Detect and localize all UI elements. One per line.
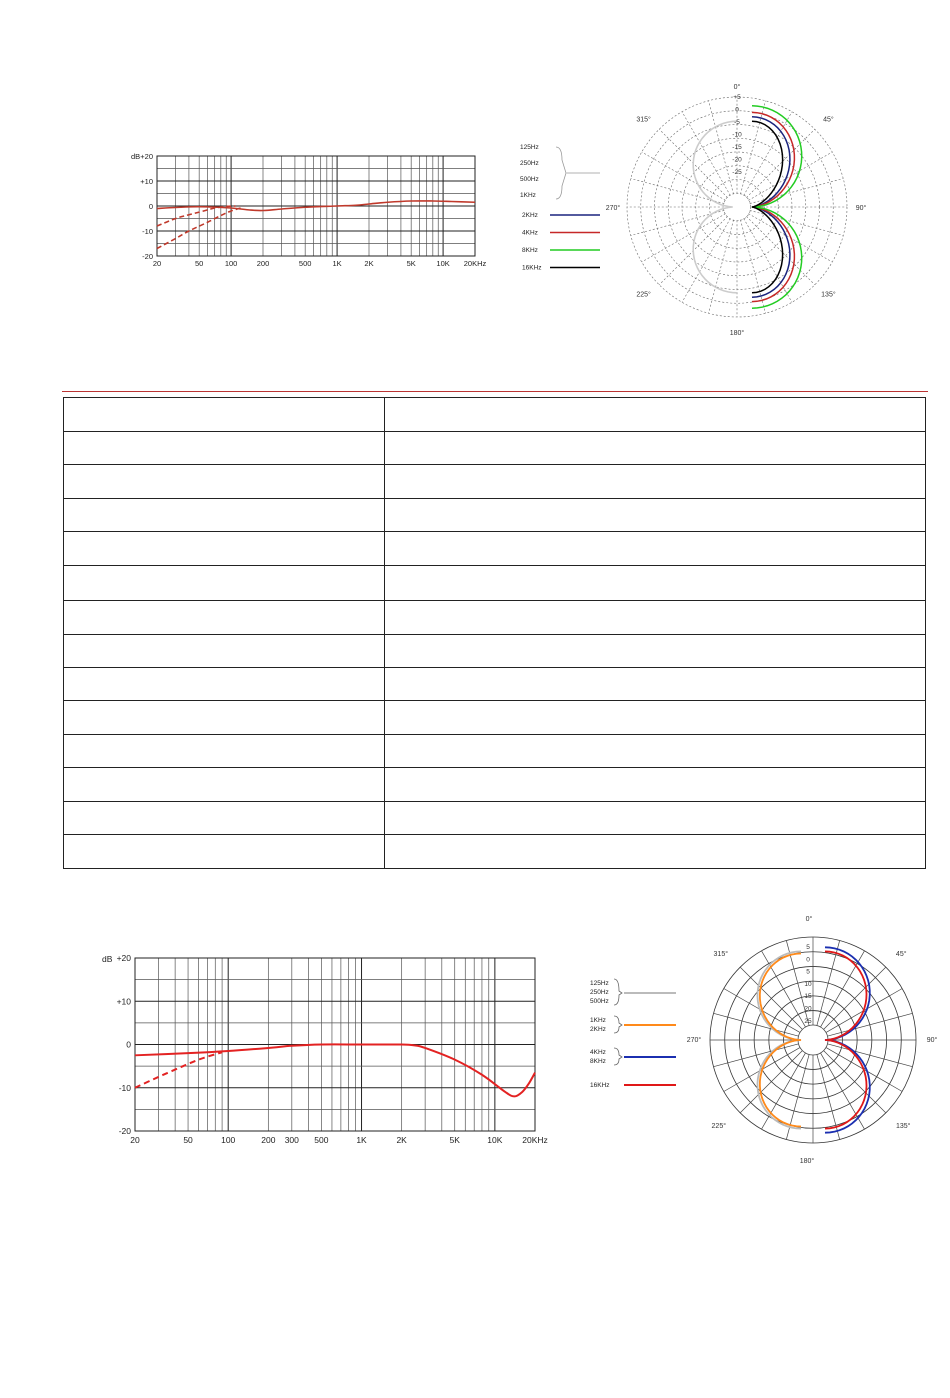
pol2-legend-label: 16KHz	[590, 1082, 610, 1089]
pol1-legend-label: 8KHz	[522, 247, 538, 254]
fr2-xtick-label: 20KHz	[522, 1135, 548, 1145]
fr2-xtick-label: 2K	[396, 1135, 407, 1145]
pol2-db-label: 25	[804, 1017, 812, 1025]
fr2-xtick-label: 300	[284, 1135, 299, 1145]
pol2-db-label: 20	[804, 1005, 812, 1013]
pol2-spoke	[740, 1049, 804, 1113]
pol2-angle-label: 90°	[926, 1037, 938, 1044]
pol1-angle-label: 45°	[823, 116, 834, 124]
fr2-xtick-label: 50	[183, 1135, 193, 1145]
fr1-xtick-label: 10K	[436, 259, 450, 268]
pol2-legend-label: 1KHz	[590, 1017, 606, 1024]
pol1-legend-group-label: 1KHz	[520, 192, 536, 199]
pol2-spoke	[822, 1049, 886, 1113]
fr2-xtick-label: 5K	[449, 1135, 460, 1145]
fr1-xtick-label: 500	[298, 259, 312, 268]
pol1-db-label: 0	[735, 106, 739, 114]
fr2-ytick-label: -20	[118, 1126, 131, 1136]
fr1-xtick-label: 5K	[406, 259, 416, 268]
pol2-legend	[590, 979, 676, 1089]
pol2-db-label: 10	[804, 980, 812, 988]
fr2-xtick-label: 20	[130, 1135, 140, 1145]
pol2-angle-label: 270°	[686, 1037, 702, 1044]
pol2-db-label: 5	[806, 968, 810, 976]
pol2-legend-label: 2KHz	[590, 1026, 606, 1033]
pol2-angle-label: 135°	[895, 1123, 911, 1131]
pol1-angle-label: 0°	[733, 84, 741, 91]
pol1-db-label: -10	[732, 131, 742, 139]
pol1-legend-group-label: 500Hz	[520, 176, 539, 183]
pol2-db-label: 5	[806, 944, 810, 951]
pol1-angle-label: 315°	[636, 116, 651, 124]
fr1-ytick-label: -10	[142, 227, 153, 236]
pol2-angle-label: 45°	[895, 950, 907, 958]
pol1-angle-label: 90°	[855, 205, 867, 212]
pol1-angle-label: 270°	[605, 205, 621, 212]
pol1-legend-group-label: 125Hz	[520, 144, 539, 151]
fr1-ytick-label: +20	[140, 152, 153, 161]
pol1-legend-label: 16KHz	[522, 264, 542, 272]
pol2-spoke	[740, 967, 804, 1031]
fr2-ytick-label: -10	[118, 1082, 131, 1093]
fr2-ytick-label: +10	[116, 996, 131, 1007]
pol2-legend-label: 125Hz	[590, 980, 609, 987]
fr1-xtick-label: 100	[224, 259, 238, 268]
pol1-db-label: -15	[732, 144, 742, 151]
fr1-ytick-label: -20	[142, 252, 153, 261]
pol2-legend-brace	[614, 1016, 622, 1033]
fr2-xtick-label: 10K	[487, 1135, 503, 1145]
pol2-db-label: 15	[804, 993, 812, 1001]
pol1-db-label: -20	[732, 156, 742, 164]
pol1-legend-label: 4KHz	[522, 229, 538, 237]
fr2-ylabel: dB	[102, 954, 113, 964]
pol2-legend-label: 500Hz	[590, 998, 609, 1005]
fr1-xtick-label: 50	[195, 259, 204, 268]
pol1-db-label: +5	[733, 94, 741, 101]
fr1-xtick-label: 20	[152, 259, 162, 268]
pol2-center	[798, 1025, 828, 1055]
fr2-ytick-label: +20	[116, 953, 131, 963]
pol2-angle-label: 315°	[713, 950, 729, 958]
pol1-angle-label: 180°	[729, 330, 745, 337]
pol1-angle-label: 135°	[821, 291, 836, 299]
pol1-db-label: -5	[734, 119, 740, 126]
pol1-legend-group-label: 250Hz	[520, 160, 539, 167]
fr1-ytick-label: +10	[140, 177, 153, 186]
fr2-xtick-label: 200	[261, 1135, 276, 1145]
fr2-ytick-label: 0	[126, 1039, 131, 1050]
pol2-spoke	[762, 1051, 807, 1129]
pol2-grid	[710, 937, 916, 1143]
fr2-xtick-label: 500	[314, 1135, 329, 1145]
pol2-legend-label: 4KHz	[590, 1049, 606, 1056]
pol2-legend-brace	[614, 979, 622, 1005]
fr1-xtick-label: 1K	[332, 259, 342, 268]
fr2-xtick-label: 100	[221, 1135, 236, 1145]
pol2-angle-label: 180°	[799, 1158, 815, 1165]
pol2-spoke	[762, 951, 807, 1029]
fr1-xtick-label: 2K	[364, 259, 374, 268]
pol1-angle-label: 225°	[636, 291, 651, 299]
pol2-angle-label: 225°	[711, 1123, 727, 1131]
pol2-spoke	[822, 967, 886, 1031]
fr2-xtick-label: 1K	[356, 1135, 367, 1145]
fr1-xtick-label: 200	[256, 259, 270, 268]
pol2-angle-label: 0°	[805, 916, 813, 923]
pol1-db-label: -25	[732, 169, 742, 176]
pol2-db-label: 0	[806, 956, 810, 964]
pol2-legend-label: 250Hz	[590, 989, 609, 996]
pol2-legend-brace	[614, 1048, 622, 1065]
pol2-legend-label: 8KHz	[590, 1058, 606, 1065]
fr1-xtick-label: 20KHz	[463, 259, 487, 268]
pol1-legend-label: 2KHz	[522, 212, 538, 219]
fr1-ytick-label: 0	[148, 202, 153, 211]
fr1-ylabel: dB	[131, 152, 141, 161]
